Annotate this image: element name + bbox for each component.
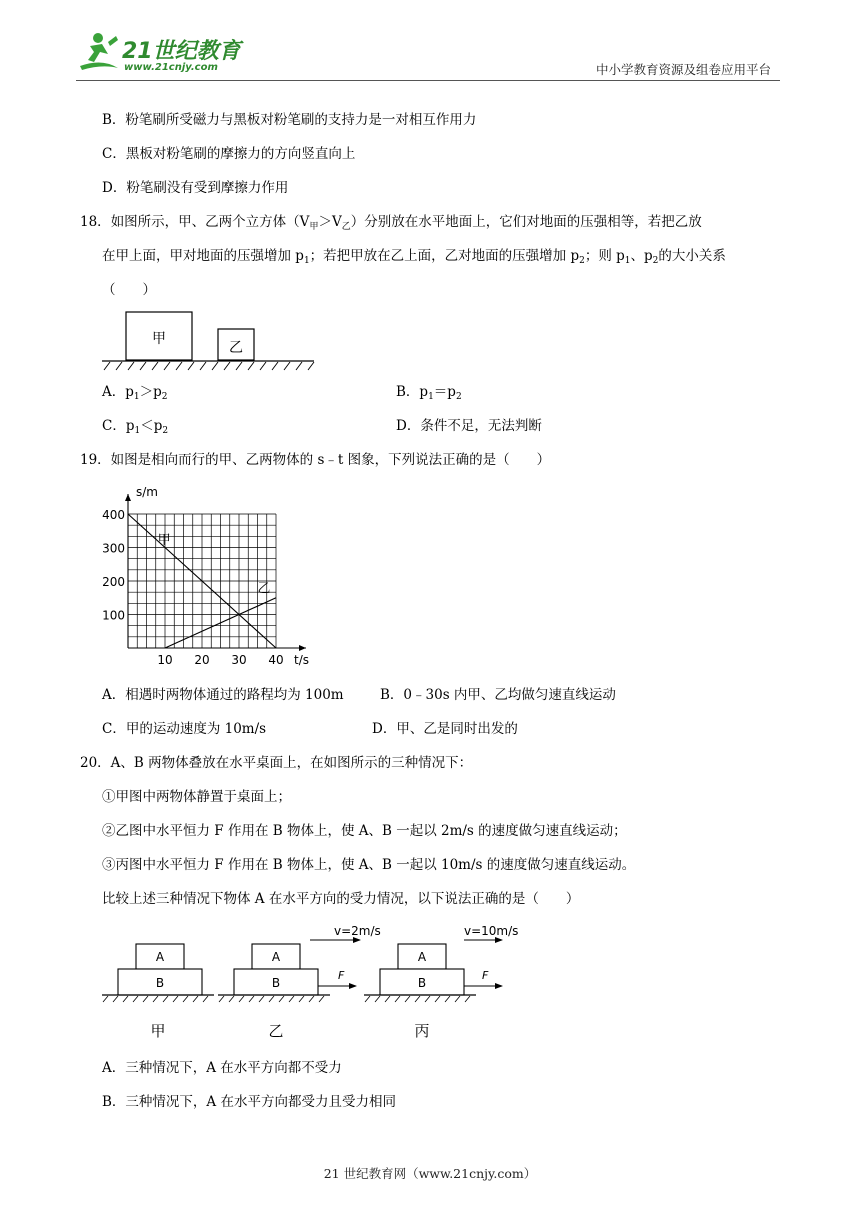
force-label-2: F [338,969,345,982]
q20-case-1: ①甲图中两物体静置于桌面上； [102,789,291,805]
force-label-10: F [482,969,489,982]
svg-text:A: A [417,950,427,964]
logo-text: 21世纪教育 [122,39,241,64]
svg-text:B: B [417,976,427,990]
series-label-1: 甲 [157,533,171,549]
q18-option-d: D．条件不足，无法判断 [396,418,542,434]
x-tick-label: 20 [194,653,210,667]
chart-axes [125,494,306,651]
y-tick-label: 300 [102,541,125,556]
figure-bing [364,924,518,1040]
y-tick-label: 100 [102,608,125,623]
x-tick-label: 10 [157,653,173,667]
q18-option-a: A．$p_1>p_2$ [102,384,168,402]
series-label-2: 乙 [257,581,271,597]
q17-option-d: D．粉笔刷没有受到摩擦力作用 [102,180,289,196]
block-jia-label: 甲 [152,331,166,347]
caption-yi: 乙 [268,1022,284,1040]
velocity-label-10: v=10m/s [464,924,519,938]
x-axis-arrow [299,645,306,651]
q17-option-b: B．粉笔刷所受磁力与黑板对粉笔刷的支持力是一对相互作用力 [102,112,477,128]
q18-stem-line2: 在甲上面，甲对地面的压强增加 $p_1$；若把甲放在乙上面，乙对地面的压强增加 $p_2$；则 $p_1$、$p_2$的大小关系 [102,248,726,266]
y-axis-label: s/m [136,485,158,499]
x-tick-label: 40 [268,653,284,667]
st-chart [96,482,326,672]
header-logo [72,28,242,78]
figure-yi [218,924,381,1040]
q20-question: 比较上述三种情况下物体 A 在水平方向的受力情况，以下说法正确的是（ ） [102,891,580,907]
y-tick-label: 200 [102,575,125,589]
svg-text:A: A [155,950,165,964]
q19-option-a: A．相遇时两物体通过的路程均为 100m [102,687,344,703]
chart-labels [102,485,309,667]
velocity-label-2: v=2m/s [334,924,381,938]
y-tick-label: 400 [102,508,125,522]
header-rule [76,80,780,81]
x-axis-label: t/s [294,653,309,667]
q18-option-c: C．$p_1<p_2$ [102,418,169,436]
block-yi-label: 乙 [229,340,243,356]
svg-text:B: B [155,976,165,990]
q18-option-b: B．$p_1=p_2$ [396,384,462,402]
q17-option-c: C．黑板对粉笔刷的摩擦力的方向竖直向上 [102,146,356,162]
q20-figure [98,920,538,1050]
q20-option-b: B．三种情况下，A 在水平方向都受力且受力相同 [102,1094,396,1110]
caption-jia: 甲 [150,1022,166,1040]
q19-option-c: C．甲的运动速度为 10m/s [102,721,267,737]
caption-bing: 丙 [414,1022,430,1040]
q20-case-2: ②乙图中水平恒力 F 作用在 B 物体上，使 A、B 一起以 2m/s 的速度做匀速直线运动； [102,823,627,839]
q20-case-3: ③丙图中水平恒力 F 作用在 B 物体上，使 A、B 一起以 10m/s 的速度做匀速直线运动。 [102,857,636,873]
q18-figure [100,306,320,372]
y-axis-arrow [125,494,131,501]
q19-option-b: B．0﹣30s 内甲、乙均做匀速直线运动 [380,687,616,703]
q18-stem-line3: （ ） [102,282,156,298]
svg-text:A: A [271,950,281,964]
svg-text:B: B [271,976,281,990]
logo-url: www.21cnjy.com [124,62,218,73]
q20-option-a: A．三种情况下，A 在水平方向都不受力 [102,1060,342,1076]
q19-stem: 19．如图是相向而行的甲、乙两物体的 s﹣t 图象，下列说法正确的是（ ） [80,452,551,468]
q19-option-d: D．甲、乙是同时出发的 [372,721,518,737]
q20-stem: 20．A、B 两物体叠放在水平桌面上，在如图所示的三种情况下： [80,755,473,771]
x-tick-label: 30 [231,653,247,667]
figure-jia [102,944,214,1040]
footer: 21 世纪教育网（www.21cnjy.com） [323,1166,537,1181]
platform-title: 中小学教育资源及组卷应用平台 [596,62,772,77]
q18-stem-line1: 18．如图所示，甲、乙两个立方体$(V_甲>V_乙)$分别放在水平地面上，它们对地面的压强相等，若把乙放 [80,214,702,232]
